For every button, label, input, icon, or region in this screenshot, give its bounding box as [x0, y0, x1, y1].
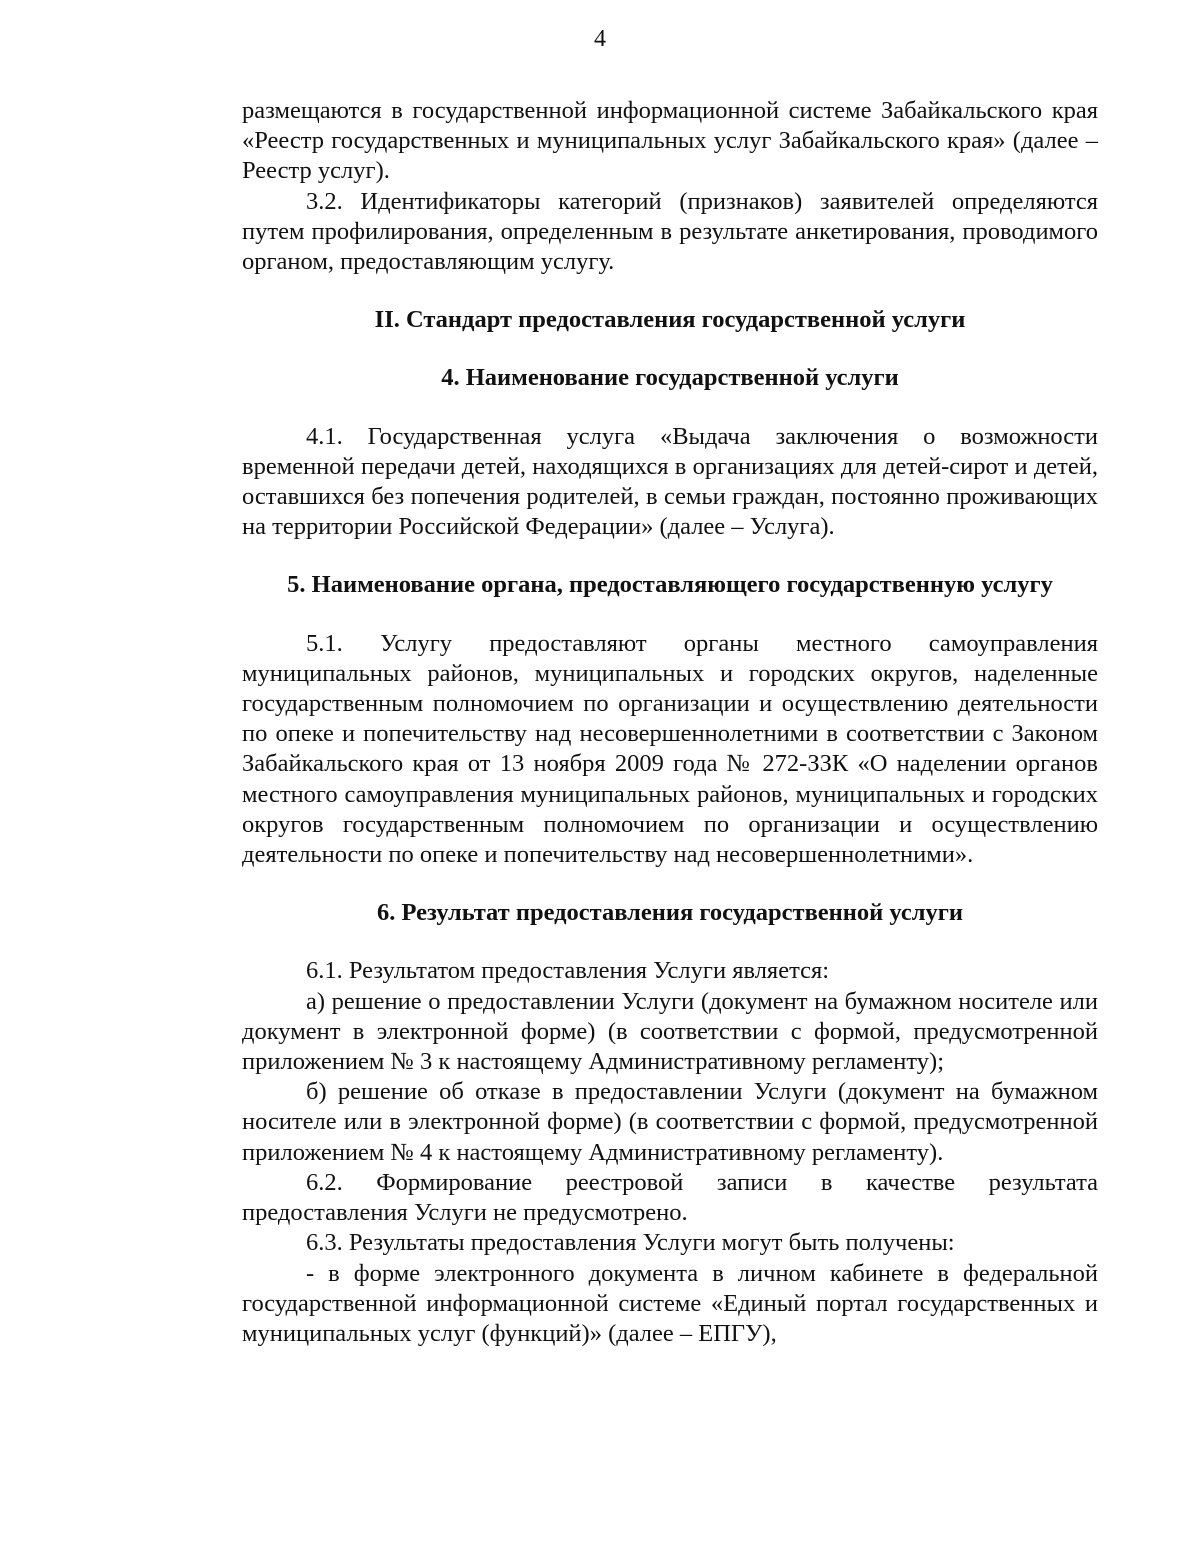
- subsection-heading-5: 5. Наименование органа, предоставляющего государственную услугу: [287, 571, 1053, 599]
- paragraph-6-1: 6.1. Результатом предоставления Услуги является:: [306, 957, 830, 985]
- paragraph-6-1-b: б) решение об отказе в предоставлении Услуги (документ на бумажном носителе или в электронной форме) (в соответствии с формой, предусмотренной приложением № 4 к настоящему Административному регламенту).: [242, 1078, 1098, 1166]
- paragraph-6-3: 6.3. Результаты предоставления Услуги могут быть получены:: [306, 1229, 955, 1257]
- paragraph-3-2: 3.2. Идентификаторы категорий (признаков) заявителей определяются путем профилирования, определенным в результате анкетирования, проводимого органом, предоставляющим услугу.: [242, 187, 1098, 276]
- subsection-heading-6: 6. Результат предоставления государственной услуги: [376, 899, 964, 927]
- document-body: [242, 96, 1098, 1349]
- page-number: 4: [594, 26, 606, 52]
- paragraph-registry: размещаются в государственной информационной системе Забайкальского края «Реестр государственных и муниципальных услуг Забайкальского края» (далее – Реестр услуг).: [242, 97, 1098, 185]
- paragraph-4-1: 4.1. Государственная услуга «Выдача заключения о возможности временной передачи детей, находящихся в организациях для детей-сирот и детей, оставшихся без попечения родителей, в семьи граждан, постоянно проживающих на территории Российской Федерации» (далее – Услуга).: [242, 422, 1098, 541]
- paragraph-6-2: 6.2. Формирование реестровой записи в качестве результата предоставления Услуги не предусмотрено.: [242, 1168, 1098, 1227]
- paragraph-6-1-a: а) решение о предоставлении Услуги (документ на бумажном носителе или документ в электронной форме) (в соответствии с формой, предусмотренной приложением № 3 к настоящему Административному регламенту);: [242, 987, 1098, 1076]
- subsection-heading-4: 4. Наименование государственной услуги: [441, 364, 899, 392]
- paragraph-6-3-epgu: - в форме электронного документа в личном кабинете в федеральной государственной информационной системе «Единый портал государственных и муниципальных услуг (функций)» (далее – ЕПГУ),: [242, 1259, 1098, 1347]
- paragraph-5-1: 5.1. Услугу предоставляют органы местного самоуправления муниципальных районов, муниципальных и городских округов, наделенные государственным полномочием по организации и осуществлению деятельности по опеке и попечительству над несовершеннолетними в соответствии с Законом Забайкальского края от 13 ноября 2009 года № 272-ЗЗК «О наделении органов местного самоуправления муниципальных районов, муниципальных и городских округов государственным полномочием по организации и осуществлению деятельности по опеке и попечительству над несовершеннолетними».: [242, 629, 1098, 869]
- section-heading-ii: II. Стандарт предоставления государственной услуги: [374, 306, 966, 334]
